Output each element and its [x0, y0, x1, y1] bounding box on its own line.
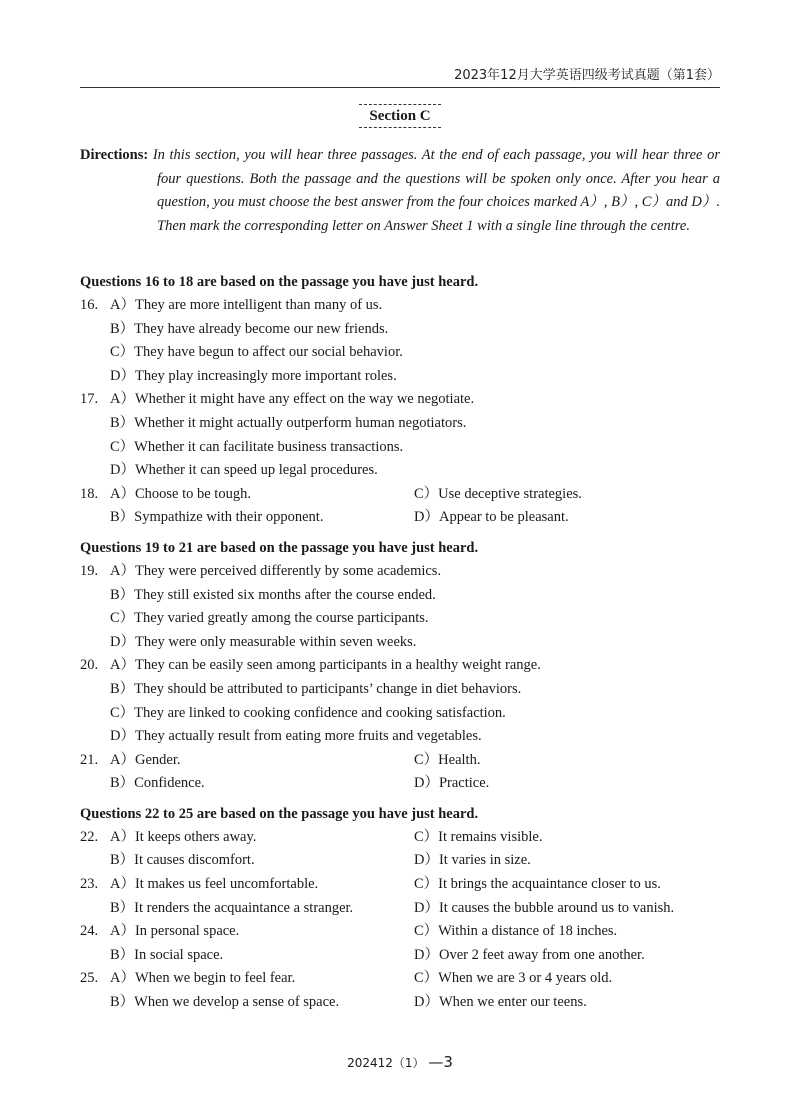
option-a: A）In personal space. — [110, 923, 240, 940]
option-row — [80, 607, 720, 631]
option-row — [80, 631, 720, 655]
page-number: —3 — [428, 1053, 453, 1071]
option-c: C）They have begun to affect our social behavior. — [110, 344, 403, 361]
option-row — [80, 365, 720, 389]
option-row — [80, 341, 720, 365]
option-c: C）Whether it can facilitate business transactions. — [110, 438, 404, 455]
question-number: 22. — [80, 828, 99, 845]
section-title-text: Section C — [359, 104, 440, 128]
question-number: 21. — [80, 751, 99, 768]
section-title — [0, 104, 800, 128]
running-header — [80, 64, 720, 88]
header-title: 2023年12月大学英语四级考试真题（第1套） — [454, 68, 720, 83]
option-row — [80, 944, 720, 968]
option-row — [80, 436, 720, 460]
question-number: 23. — [80, 876, 99, 893]
question-row — [80, 826, 720, 850]
page-footer — [0, 1053, 800, 1071]
group-heading: Questions 19 to 21 are based on the passage you have just heard. — [80, 539, 479, 556]
option-d: D）They actually result from eating more fruits and vegetables. — [110, 728, 482, 745]
option-b: B）It renders the acquaintance a stranger. — [110, 899, 354, 916]
question-number: 24. — [80, 923, 99, 940]
option-b: B）Confidence. — [110, 775, 205, 792]
option-c: C）It remains visible. — [414, 828, 543, 845]
option-row — [80, 849, 720, 873]
question-row — [80, 560, 720, 584]
option-a: A）They can be easily seen among participants in a healthy weight range. — [110, 657, 541, 674]
option-b: B）They have already become our new friends. — [110, 320, 389, 337]
question-row — [80, 654, 720, 678]
option-b: B）Whether it might actually outperform human negotiators. — [110, 414, 467, 431]
option-d: D）When we enter our teens. — [414, 994, 587, 1011]
footer-code: 202412（1） — [347, 1056, 425, 1070]
group-heading: Questions 16 to 18 are based on the passage you have just heard. — [80, 274, 479, 290]
option-row — [80, 506, 720, 530]
option-row — [80, 412, 720, 436]
directions-paragraph — [80, 144, 720, 238]
question-row — [80, 483, 720, 507]
option-c: C）They varied greatly among the course participants. — [110, 610, 429, 627]
option-b: B）They still existed six months after the course ended. — [110, 586, 436, 603]
option-d: D）Whether it can speed up legal procedures. — [110, 462, 378, 479]
option-b: B）It causes discomfort. — [110, 852, 255, 869]
option-row — [80, 459, 720, 483]
option-row — [80, 897, 720, 921]
option-c: C）When we are 3 or 4 years old. — [414, 970, 613, 987]
option-c: C）They are linked to cooking confidence and cooking satisfaction. — [110, 704, 506, 721]
option-d: D）Appear to be pleasant. — [414, 509, 569, 526]
question-row — [80, 967, 720, 991]
option-row — [80, 318, 720, 342]
option-a: A）They are more intelligent than many of us. — [110, 297, 383, 313]
option-d: D）Over 2 feet away from one another. — [414, 946, 645, 963]
option-c: C）It brings the acquaintance closer to us. — [414, 876, 661, 893]
option-row — [80, 584, 720, 608]
option-c: C）Health. — [414, 751, 481, 768]
group-heading: Questions 22 to 25 are based on the passage you have just heard. — [80, 805, 479, 822]
option-a: A）Choose to be tough. — [110, 485, 251, 502]
questions-area — [80, 270, 720, 1015]
option-a: A）They were perceived differently by some academics. — [110, 562, 442, 579]
option-d: D）They play increasingly more important roles. — [110, 367, 397, 384]
directions-block — [80, 144, 720, 238]
option-d: D）Practice. — [414, 775, 490, 792]
question-number: 18. — [80, 485, 99, 502]
option-row — [80, 772, 720, 796]
question-row — [80, 749, 720, 773]
option-b: B）When we develop a sense of space. — [110, 994, 340, 1011]
question-row — [80, 920, 720, 944]
question-row — [80, 294, 720, 318]
option-a: A）It makes us feel uncomfortable. — [110, 876, 319, 893]
option-a: A）Whether it might have any effect on the way we negotiate. — [110, 391, 475, 408]
directions-text: In this section, you will hear three passages. At the end of each passage, you will hear three or four questions. Both the passage and the questions will be spoken only once. After you hear a question, you must choose the best answer from the four choices marked A）, B）, C）and D）. Then mark the corresponding letter on Answer Sheet 1 with a single line through the centre. — [152, 147, 720, 234]
question-number: 17. — [80, 391, 99, 408]
option-a: A）When we begin to feel fear. — [110, 970, 296, 987]
question-row — [80, 873, 720, 897]
option-b: B）Sympathize with their opponent. — [110, 509, 324, 526]
option-row — [80, 702, 720, 726]
option-a: A）It keeps others away. — [110, 828, 257, 845]
question-number: 25. — [80, 970, 99, 987]
question-row — [80, 388, 720, 412]
option-b: B）They should be attributed to participants’ change in diet behaviors. — [110, 680, 522, 697]
question-number: 19. — [80, 562, 99, 579]
option-c: C）Use deceptive strategies. — [414, 485, 582, 502]
option-d: D）It varies in size. — [414, 852, 531, 869]
option-b: B）In social space. — [110, 946, 224, 963]
option-d: D）They were only measurable within seven weeks. — [110, 633, 417, 650]
directions-label: Directions: — [80, 147, 153, 163]
question-number: 16. — [80, 297, 99, 313]
option-row — [80, 991, 720, 1015]
option-a: A）Gender. — [110, 751, 181, 768]
option-row — [80, 678, 720, 702]
option-d: D）It causes the bubble around us to vanish. — [414, 899, 675, 916]
option-c: C）Within a distance of 18 inches. — [414, 923, 618, 940]
option-row — [80, 725, 720, 749]
question-number: 20. — [80, 657, 99, 674]
